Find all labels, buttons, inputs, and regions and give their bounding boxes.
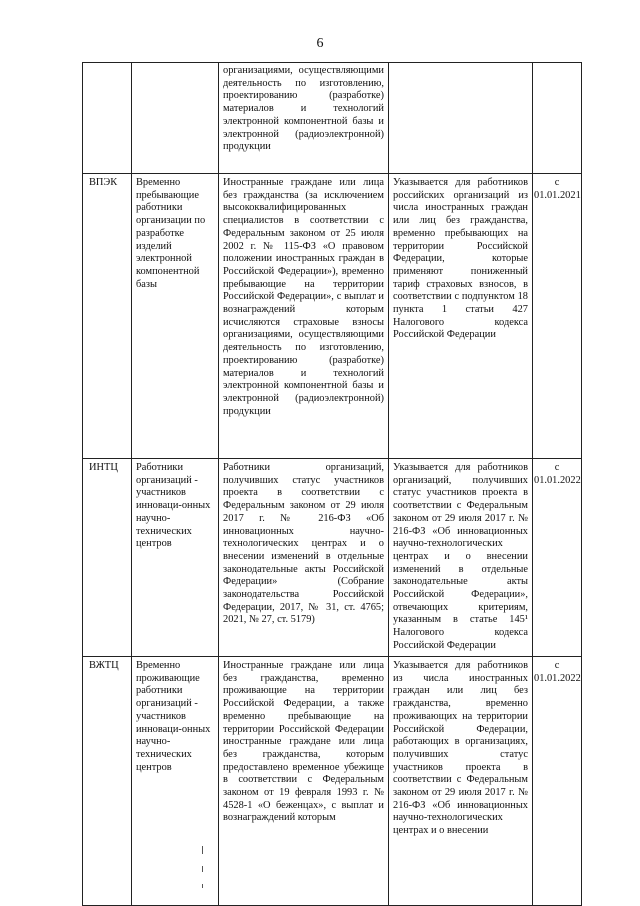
- category-code: ВЖТЦ: [83, 657, 132, 906]
- category-code: ИНТЦ: [83, 459, 132, 657]
- category-description: Иностранные граждане или лица без гражданства (за исключением высококвалифицированных специалистов в соответствии с Федеральным законом от 25 июля 2002 г. № 115-ФЗ «О правовом положении иностранных граждан в Российской Федерации»), временно пребывающие на территории Российской Федерации», с выплат и вознаграждений которым исчисляются страховые взносы организациями, осуществляющими деятельность по изготовлению, проектированию (разработке) материалов и технологий электронной компонентной базы и электронной (радиоэлектронной) продукции: [219, 174, 389, 459]
- category-note: [389, 63, 533, 174]
- category-note: Указывается для работников российских организаций из числа иностранных граждан или лиц без гражданства, временно пребывающих на территории Российской Федерации, которые применяют пониженный тариф страховых взносов, в соответствии с подпунктом 18 пункта 1 статьи 427 Налогового кодекса Российской Федерации: [389, 174, 533, 459]
- category-code: ВПЭК: [83, 174, 132, 459]
- category-note: Указывается для работников организаций, получивших статус участников проекта в соответствии с Федеральным законом от 29 июля 2017 г. № 216-ФЗ «Об инновационных научно-технологических центрах и о внесении изменений в отдельные законодательные акты Российской Федерации», отвечающих критериям, указанным в статье 145¹ Налогового кодекса Российской Федерации: [389, 459, 533, 657]
- table-row: [83, 657, 582, 906]
- category-name: [132, 63, 219, 174]
- effective-date: с 01.01.2021: [533, 174, 582, 459]
- category-name: Работники организаций - участников инноваци-онных научно-технических центров: [132, 459, 219, 657]
- table-row: [83, 174, 582, 459]
- effective-date: с 01.01.2022: [533, 459, 582, 657]
- scan-mark: [202, 884, 203, 888]
- category-description: Иностранные граждане или лица без гражданства, временно проживающие на территории Российской Федерации, а также временно пребывающие на территории Российской Федерации иностранные граждане или лица без гражданства, которым предоставлено временное убежище в соответствии с Федеральным законом от 19 февраля 1993 г. № 4528-1 «О беженцах», с выплат и вознаграждений которым: [219, 657, 389, 906]
- scan-mark: [202, 846, 203, 854]
- category-description: Работники организаций, получивших статус участников проекта в соответствии с Федеральным законом от 29 июля 2017 г. № 216-ФЗ «Об инновационных научно-технологических центрах и о внесении изменений в отдельные законодательные акты Российской Федерации» (Собрание законодательства Российской Федерации, 2017, № 31, ст. 4765; 2021, № 27, ст. 5179): [219, 459, 389, 657]
- effective-date: с 01.01.2022: [533, 657, 582, 906]
- category-code: [83, 63, 132, 174]
- category-name: Временно проживающие работники организаций - участников инноваци-онных научно-технических центров: [132, 657, 219, 906]
- page-number: 6: [316, 36, 324, 51]
- category-name: Временно пребывающие работники организации по разработке изделий электронной компонентной базы: [132, 174, 219, 459]
- effective-date: [533, 63, 582, 174]
- category-codes-table: [82, 62, 582, 906]
- category-note: Указывается для работников из числа иностранных граждан или лиц без гражданства, временно проживающих на территории Российской Федерации, работающих в организациях, получивших статус участников проекта в соответствии с Федеральным законом от 29 июля 2017 г. № 216-ФЗ «Об инновационных научно-технологических центрах и о внесении: [389, 657, 533, 906]
- table-row: [83, 459, 582, 657]
- scan-mark: [202, 866, 203, 872]
- category-description: организациями, осуществляющими деятельность по изготовлению, проектированию (разработке) материалов и технологий электронной компонентной базы и электронной (радиоэлектронной) продукции: [219, 63, 389, 174]
- table-row: [83, 63, 582, 174]
